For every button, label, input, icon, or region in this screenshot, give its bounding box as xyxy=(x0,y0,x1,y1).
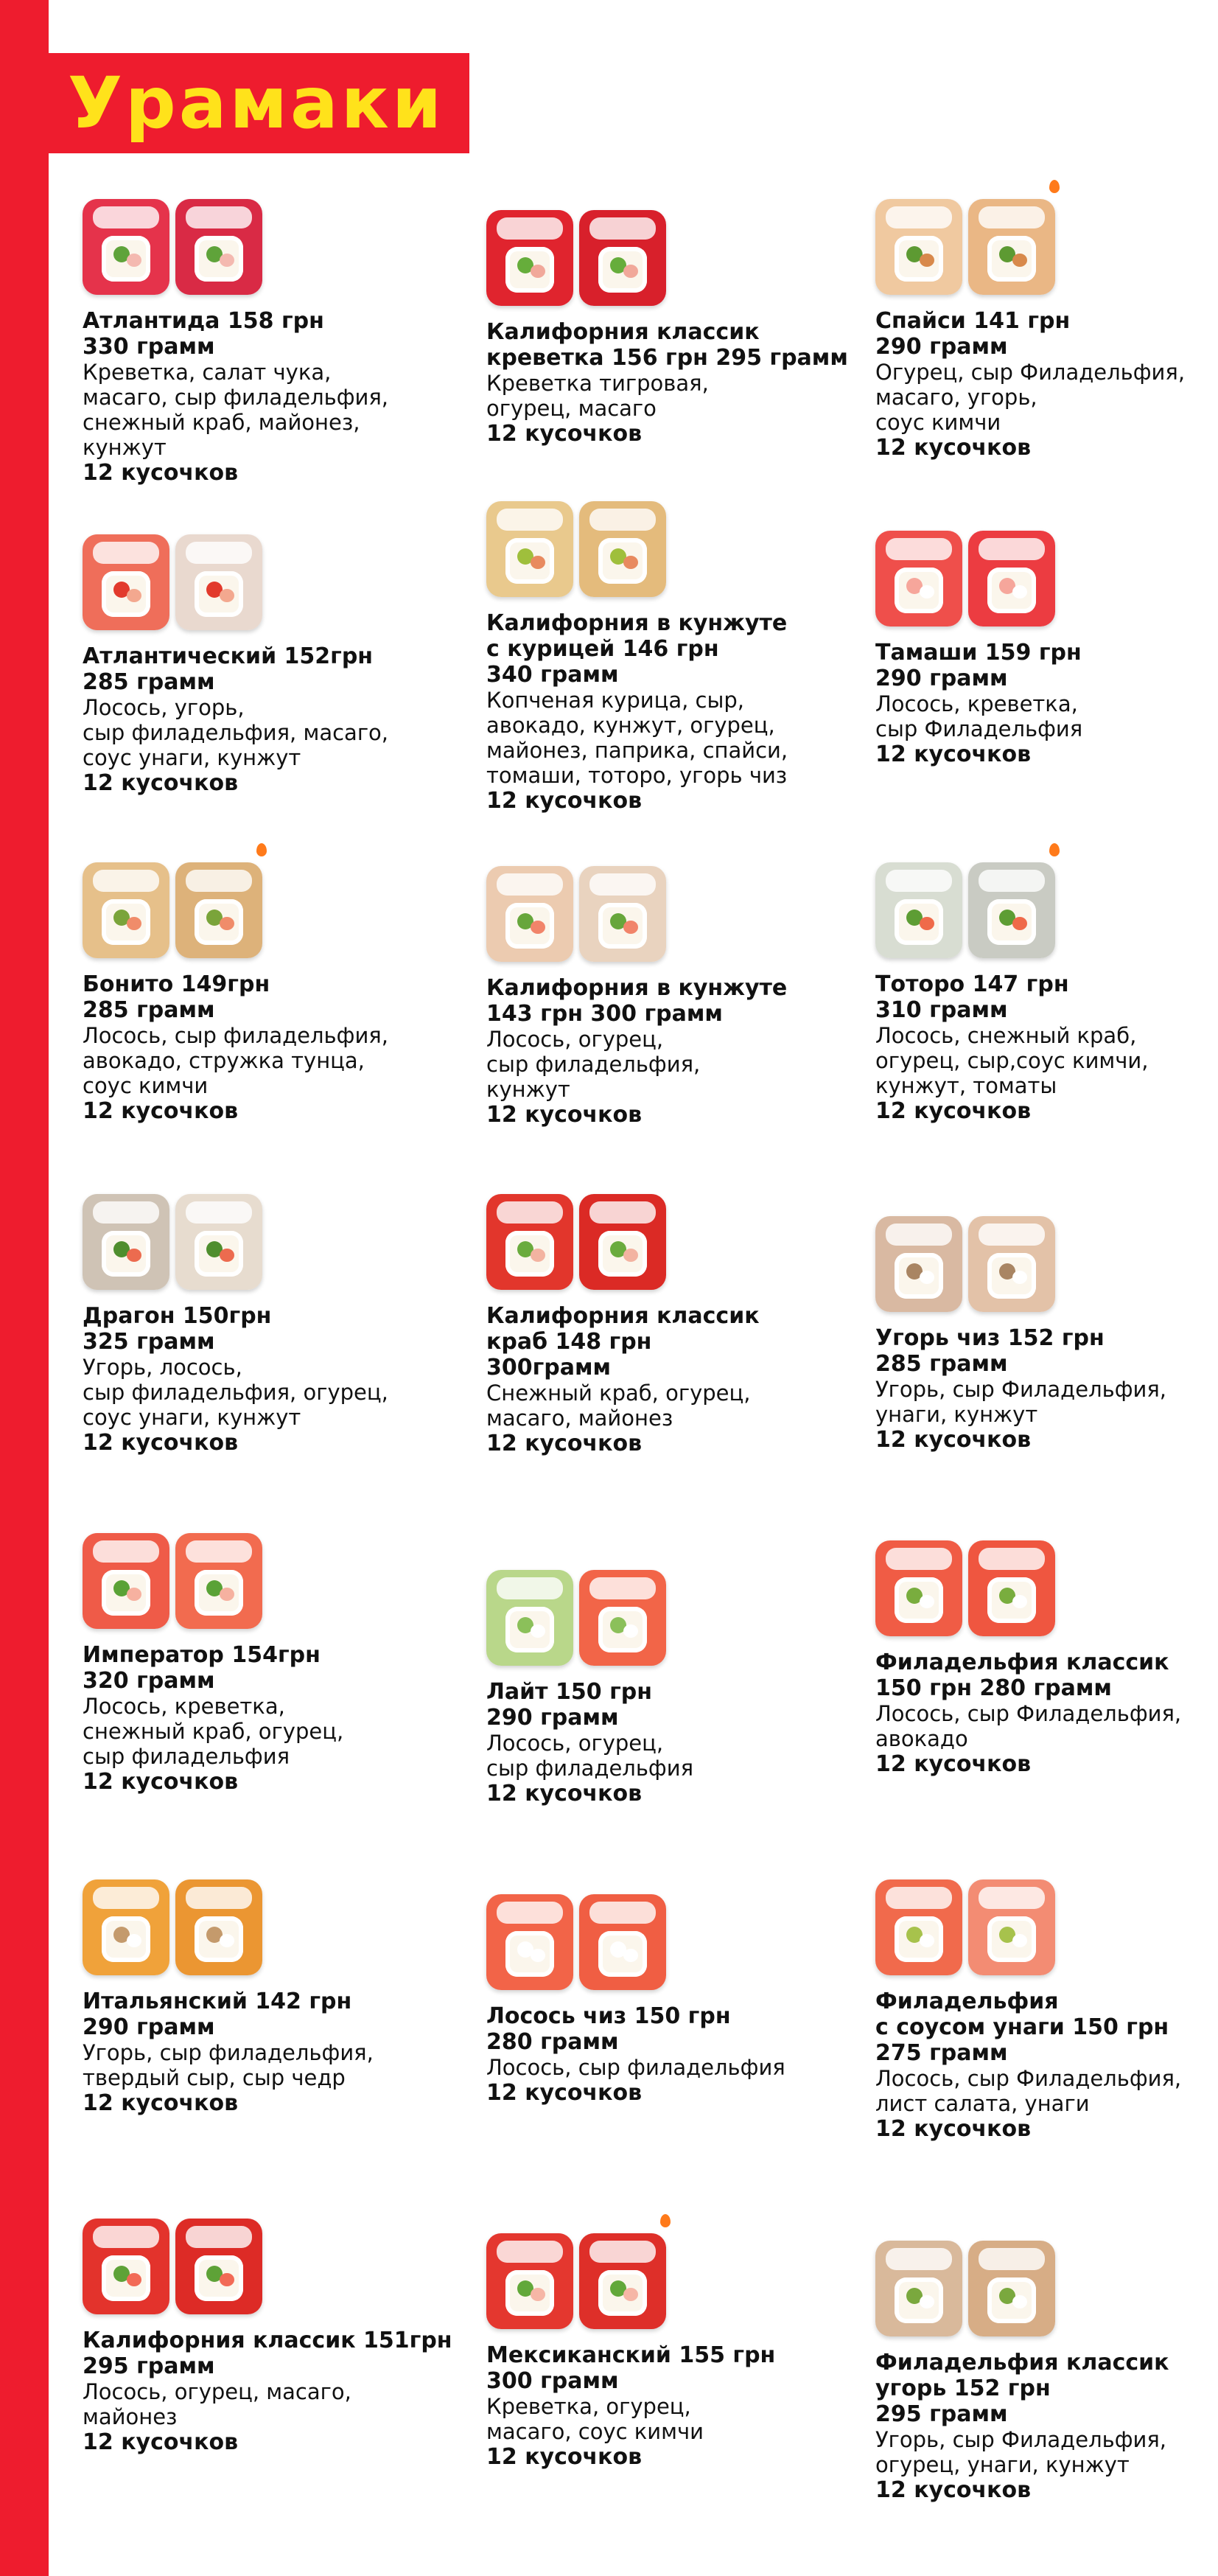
item-piece-count: 12 кусочков xyxy=(83,1769,239,1795)
item-name: Спайси 141 грн xyxy=(875,308,1071,334)
menu-item xyxy=(83,1879,466,2116)
roll-piece xyxy=(486,1894,573,1990)
item-piece-count: 12 кусочков xyxy=(875,2477,1032,2503)
roll-piece xyxy=(83,2219,169,2314)
menu-item xyxy=(875,1216,1218,1453)
item-piece-count: 12 кусочков xyxy=(83,2090,239,2116)
roll-piece xyxy=(875,1216,962,1312)
roll-piece xyxy=(486,1194,573,1290)
menu-item xyxy=(83,862,466,1124)
item-weight: 290 грамм xyxy=(875,666,1008,691)
item-ingredients: Лосось, сыр филадельфия, авокадо, стружка тунца, соус кимчи xyxy=(83,1023,388,1098)
menu-item xyxy=(486,501,869,814)
item-ingredients: Креветка, салат чука, масаго, сыр филадельфия, снежный краб, майонез, кунжут xyxy=(83,360,389,460)
item-piece-count: 12 кусочков xyxy=(486,788,643,814)
item-weight: 290 грамм xyxy=(486,1705,619,1731)
menu-item xyxy=(875,1879,1218,2142)
item-piece-count: 12 кусочков xyxy=(875,1098,1032,1124)
spicy-flame-icon xyxy=(1049,180,1060,193)
roll-piece xyxy=(579,210,666,306)
item-piece-count: 12 кусочков xyxy=(83,1430,239,1456)
item-name: Филадельфия с соусом унаги 150 грн xyxy=(875,1989,1169,2040)
item-name: Калифорния в кунжуте 143 грн 300 грамм xyxy=(486,975,788,1027)
roll-piece xyxy=(968,1216,1055,1312)
item-ingredients: Лосось, огурец, сыр филадельфия xyxy=(486,1731,694,1781)
item-name: Атлантический 152грн xyxy=(83,643,374,669)
roll-photo xyxy=(875,862,1218,958)
item-name: Тамаши 159 грн xyxy=(875,640,1082,666)
item-piece-count: 12 кусочков xyxy=(83,770,239,796)
item-weight: 300 грамм xyxy=(486,2368,619,2394)
item-name: Филадельфия классик 150 грн 280 грамм xyxy=(875,1650,1169,1701)
item-ingredients: Копченая курица, сыр, авокадо, кунжут, огурец, майонез, паприка, спайси, томаши, тоторо, угорь чиз xyxy=(486,688,788,788)
roll-piece xyxy=(175,199,262,295)
item-weight: 340 грамм xyxy=(486,662,619,688)
item-ingredients: Лосось, огурец, сыр филадельфия, кунжут xyxy=(486,1027,701,1102)
item-weight: 280 грамм xyxy=(486,2029,619,2055)
item-name: Атлантида 158 грн xyxy=(83,308,324,334)
menu-item xyxy=(875,1540,1218,1777)
roll-piece xyxy=(486,210,573,306)
roll-piece xyxy=(579,1194,666,1290)
item-weight: 320 грамм xyxy=(83,1668,215,1694)
roll-piece xyxy=(486,866,573,962)
roll-piece xyxy=(875,531,962,626)
item-piece-count: 12 кусочков xyxy=(486,2080,643,2106)
item-name: Итальянский 142 грн xyxy=(83,1989,352,2014)
item-weight: 290 грамм xyxy=(83,2014,215,2040)
item-piece-count: 12 кусочков xyxy=(486,421,643,447)
item-weight: 310 грамм xyxy=(875,997,1008,1023)
roll-piece xyxy=(968,531,1055,626)
roll-piece xyxy=(875,2241,962,2336)
roll-photo xyxy=(83,1879,466,1975)
item-piece-count: 12 кусочков xyxy=(875,1427,1032,1453)
roll-piece xyxy=(875,199,962,295)
item-ingredients: Угорь, сыр филадельфия, твердый сыр, сыр чедр xyxy=(83,2040,374,2090)
item-piece-count: 12 кусочков xyxy=(486,2444,643,2470)
item-ingredients: Лосось, креветка, снежный краб, огурец, сыр филадельфия xyxy=(83,1694,344,1769)
left-accent-stripe xyxy=(0,0,49,2576)
menu-item xyxy=(486,2233,869,2470)
roll-photo xyxy=(875,1540,1218,1636)
roll-photo xyxy=(486,1894,869,1990)
item-ingredients: Угорь, лосось, сыр филадельфия, огурец, соус унаги, кунжут xyxy=(83,1355,388,1430)
item-name: Драгон 150грн xyxy=(83,1303,272,1329)
item-weight: 290 грамм xyxy=(875,334,1008,360)
section-header xyxy=(49,53,469,153)
item-ingredients: Лосось, креветка, сыр Филадельфия xyxy=(875,691,1083,741)
item-ingredients: Лосось, угорь, сыр филадельфия, масаго, соус унаги, кунжут xyxy=(83,695,389,770)
item-piece-count: 12 кусочков xyxy=(486,1781,643,1807)
roll-photo xyxy=(83,1533,466,1629)
item-piece-count: 12 кусочков xyxy=(875,741,1032,767)
item-name: Лайт 150 грн xyxy=(486,1679,652,1705)
menu-item xyxy=(83,1194,466,1456)
roll-piece xyxy=(875,862,962,958)
menu-item xyxy=(486,866,869,1128)
item-piece-count: 12 кусочков xyxy=(875,1751,1032,1777)
page-title: Урамаки xyxy=(68,62,445,144)
item-ingredients: Лосось, сыр Филадельфия, авокадо xyxy=(875,1701,1182,1751)
roll-piece xyxy=(875,1879,962,1975)
roll-photo xyxy=(83,199,466,295)
item-name: Мексиканский 155 грн xyxy=(486,2342,776,2368)
roll-piece xyxy=(579,1894,666,1990)
roll-piece xyxy=(968,2241,1055,2336)
roll-piece xyxy=(579,866,666,962)
item-ingredients: Лосось, сыр филадельфия xyxy=(486,2055,785,2080)
roll-piece xyxy=(486,501,573,597)
item-ingredients: Угорь, сыр Филадельфия, огурец, унаги, кунжут xyxy=(875,2427,1166,2477)
roll-piece xyxy=(175,534,262,630)
roll-photo xyxy=(83,534,466,630)
roll-piece xyxy=(486,2233,573,2329)
item-name: Калифорния в кунжуте с курицей 146 грн xyxy=(486,610,788,662)
item-name: Угорь чиз 152 грн xyxy=(875,1325,1105,1351)
roll-piece xyxy=(83,862,169,958)
roll-photo xyxy=(875,1879,1218,1975)
roll-piece xyxy=(875,1540,962,1636)
item-ingredients: Лосось, огурец, масаго, майонез xyxy=(83,2379,351,2429)
roll-piece xyxy=(579,1570,666,1666)
item-piece-count: 12 кусочков xyxy=(875,2116,1032,2142)
item-name: Лосось чиз 150 грн xyxy=(486,2003,731,2029)
roll-photo xyxy=(486,866,869,962)
menu-item xyxy=(875,2241,1218,2503)
roll-piece xyxy=(968,862,1055,958)
item-ingredients: Огурец, сыр Филадельфия, масаго, угорь, соус кимчи xyxy=(875,360,1186,435)
menu-item xyxy=(486,1894,869,2106)
item-weight: 330 грамм xyxy=(83,334,215,360)
spicy-flame-icon xyxy=(660,2214,671,2227)
item-ingredients: Лосось, сыр Филадельфия, лист салата, унаги xyxy=(875,2066,1182,2116)
roll-photo xyxy=(875,531,1218,626)
item-weight: 295 грамм xyxy=(875,2401,1008,2427)
item-weight: 275 грамм xyxy=(875,2040,1008,2066)
roll-photo xyxy=(486,501,869,597)
roll-piece xyxy=(968,1540,1055,1636)
item-ingredients: Угорь, сыр Филадельфия, унаги, кунжут xyxy=(875,1377,1166,1427)
item-weight: 285 грамм xyxy=(83,997,215,1023)
menu-item xyxy=(875,862,1218,1124)
item-weight: 285 грамм xyxy=(83,669,215,695)
roll-piece xyxy=(486,1570,573,1666)
roll-piece xyxy=(175,1879,262,1975)
roll-photo xyxy=(875,1216,1218,1312)
roll-photo xyxy=(875,199,1218,295)
item-ingredients: Снежный краб, огурец, масаго, майонез xyxy=(486,1381,751,1431)
item-piece-count: 12 кусочков xyxy=(486,1431,643,1456)
item-weight: 325 грамм xyxy=(83,1329,215,1355)
item-ingredients: Креветка тигровая, огурец, масаго xyxy=(486,371,709,421)
item-name: Калифорния классик краб 148 грн 300грамм xyxy=(486,1303,760,1381)
menu-item xyxy=(83,534,466,796)
spicy-flame-icon xyxy=(256,843,267,856)
roll-photo xyxy=(486,2233,869,2329)
roll-piece xyxy=(968,1879,1055,1975)
menu-item xyxy=(486,1194,869,1456)
spicy-flame-icon xyxy=(1049,843,1060,856)
roll-piece xyxy=(175,2219,262,2314)
roll-piece xyxy=(968,199,1055,295)
roll-photo xyxy=(83,2219,466,2314)
roll-piece xyxy=(83,1194,169,1290)
item-name: Калифорния классик 151грн xyxy=(83,2328,452,2353)
item-name: Бонито 149грн xyxy=(83,971,270,997)
item-piece-count: 12 кусочков xyxy=(875,435,1032,461)
menu-item xyxy=(875,199,1218,461)
roll-piece xyxy=(83,1879,169,1975)
roll-piece xyxy=(175,862,262,958)
item-piece-count: 12 кусочков xyxy=(83,2429,239,2455)
item-piece-count: 12 кусочков xyxy=(83,1098,239,1124)
roll-piece xyxy=(83,534,169,630)
roll-piece xyxy=(83,1533,169,1629)
item-name: Тоторо 147 грн xyxy=(875,971,1069,997)
item-piece-count: 12 кусочков xyxy=(83,460,239,486)
item-weight: 285 грамм xyxy=(875,1351,1008,1377)
roll-photo xyxy=(875,2241,1218,2336)
roll-photo xyxy=(83,1194,466,1290)
menu-item xyxy=(83,1533,466,1795)
roll-photo xyxy=(486,1570,869,1666)
item-ingredients: Креветка, огурец, масаго, соус кимчи xyxy=(486,2394,704,2444)
item-name: Император 154грн xyxy=(83,1642,321,1668)
menu-item xyxy=(486,1570,869,1807)
roll-piece xyxy=(83,199,169,295)
item-name: Калифорния классик креветка 156 грн 295 грамм xyxy=(486,319,848,371)
menu-item xyxy=(83,199,466,486)
roll-piece xyxy=(175,1533,262,1629)
roll-piece xyxy=(579,2233,666,2329)
roll-photo xyxy=(486,210,869,306)
menu-item xyxy=(875,531,1218,767)
item-name: Филадельфия классик угорь 152 грн xyxy=(875,2350,1169,2401)
roll-photo xyxy=(83,862,466,958)
item-ingredients: Лосось, снежный краб, огурец, сыр,соус кимчи, кунжут, томаты xyxy=(875,1023,1149,1098)
roll-piece xyxy=(579,501,666,597)
roll-photo xyxy=(486,1194,869,1290)
menu-item xyxy=(486,210,869,447)
item-piece-count: 12 кусочков xyxy=(486,1102,643,1128)
item-weight: 295 грамм xyxy=(83,2353,215,2379)
menu-item xyxy=(83,2219,466,2455)
roll-piece xyxy=(175,1194,262,1290)
